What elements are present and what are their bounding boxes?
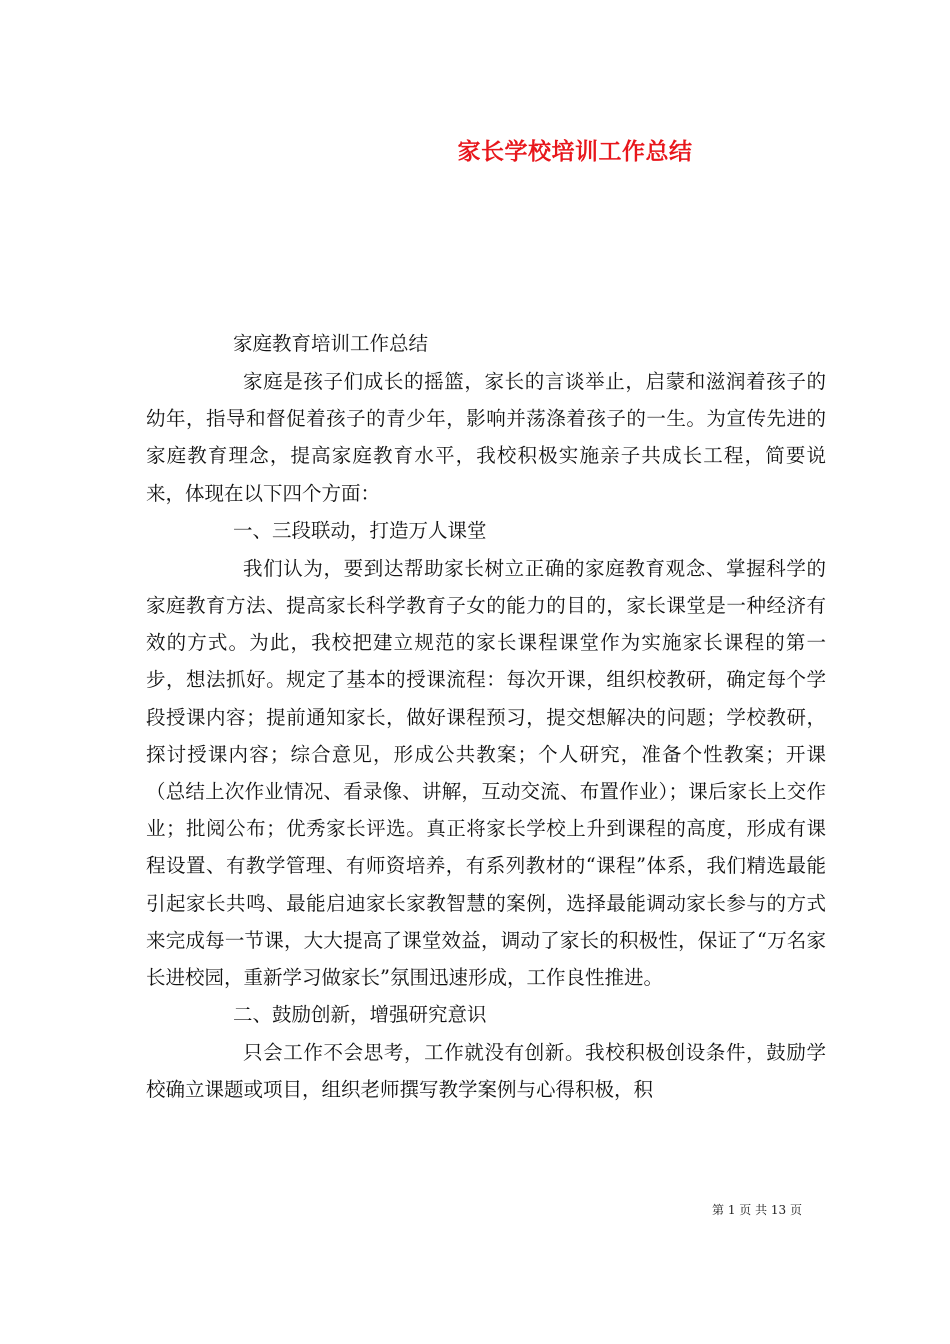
- page-number: 第 1 页 共 13 页: [712, 1203, 802, 1217]
- section-1-heading: 一、三段联动，打造万人课堂: [233, 518, 487, 542]
- document-title: 家长学校培训工作总结: [457, 138, 693, 165]
- section-2-heading: 二、鼓励创新，增强研究意识: [233, 1003, 487, 1027]
- intro-paragraph: 家庭是孩子们成长的摇篮，家长的言谈举止，启蒙和滋润着孩子的幼年，指导和督促着孩子的青少年，影响并荡涤着孩子的一生。为宣传先进的家庭教育理念，提高家庭教育水平，我校积极实施亲子共成长工程，简要说来，体现在以下四个方面：: [146, 370, 826, 505]
- document-subtitle: 家庭教育培训工作总结: [233, 332, 429, 355]
- section-1-paragraph: 我们认为，要到达帮助家长树立正确的家庭教育观念、掌握科学的家庭教育方法、提高家长科学教育子女的能力的目的，家长课堂是一种经济有效的方式。为此，我校把建立规范的家长课程课堂作为实施家长课程的第一步，想法抓好。规定了基本的授课流程：每次开课，组织校教研，确定每个学段授课内容；提前通知家长，做好课程预习，提交想解决的问题；学校教研，探讨授课内容；综合意见，形成公共教案；个人研究，准备个性教案；开课（总结上次作业情况、看录像、讲解，互动交流、布置作业）；课后家长上交作业；批阅公布；优秀家长评选。真正将家长学校上升到课程的高度，形成有课程设置、有教学管理、有师资培养，有系列教材的“课程”体系，我们精选最能引起家长共鸣、最能启迪家长家教智慧的案例，选择最能调动家长参与的方式来完成每一节课，大大提高了课堂效益，调动了家长的积极性，保证了“万名家长进校园，重新学习做家长”氛围迅速形成，工作良性推进。: [146, 556, 826, 990]
- document-body: [146, 325, 826, 1109]
- section-2-paragraph: 只会工作不会思考，工作就没有创新。我校积极创设条件，鼓励学校确立课题或项目，组织老师撰写教学案例与心得积极，积: [146, 1041, 826, 1102]
